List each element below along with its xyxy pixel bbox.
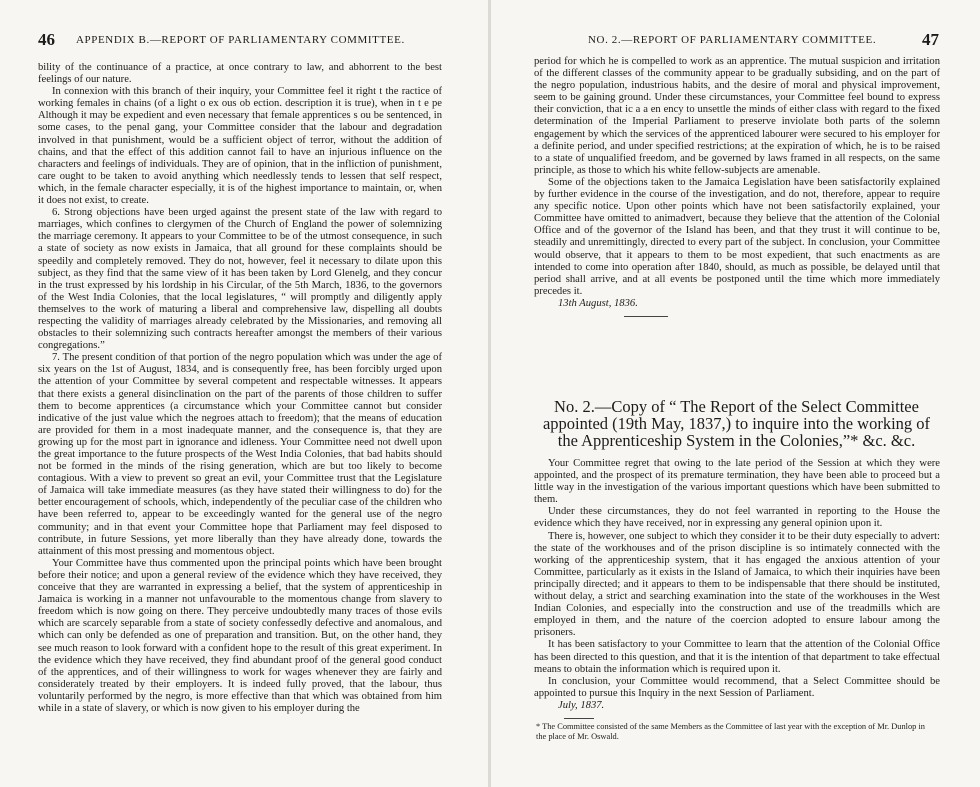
paragraph: In conclusion, your Committee would recommend, that a Select Committee should be appointed to pursue this Inquiry in the next Session of Parliament. <box>534 675 940 699</box>
right-running-head: NO. 2.—REPORT OF PARLIAMENTARY COMMITTEE. <box>588 34 877 46</box>
left-page-number: 46 <box>38 30 55 49</box>
left-running-head: APPENDIX B.—REPORT OF PARLIAMENTARY COMMITTEE. <box>76 34 405 46</box>
right-page-number: 47 <box>922 30 939 49</box>
right-page <box>490 0 980 787</box>
date-line: 13th August, 1836. <box>558 297 638 309</box>
right-body-text <box>534 56 940 317</box>
section-body-text <box>534 458 940 719</box>
paragraph: There is, however, one subject to which they consider it to be their duty especially to advert: the state of the workhouses and of the prison discipline is so intimately connected with the working of the apprenticeship system, that it has engaged the anxious attention of your Committee, particularly as it exists in the Island of Jamaica, to which their inquiries have been principally directed; and it appears to them to be indispensable that there should be instituted, without delay, a strict and searching examination into the state of the workhouses in the West Indian Colonies, and especially into the construction and use of the treadmills which are employed in them, and the nature of the coercion adopted to ensure labour among the prisoners. <box>534 530 940 639</box>
paragraph: Some of the objections taken to the Jamaica Legislation have been satisfactorily explained by further evidence in the course of the investigation, and do not, therefore, appear to require any specific notice. Upon other points which have not been satisfactorily explained, your Committee have omitted to animadvert, because they believe that the attention of the Colonial Office and of the governor of the Island has been, and that they trust it will continue to be, steadily and unremittingly, directed to every part of the subject. In conclusion, your Committee would observe, that it appears to them to be most expedient, that such enactments as are intended to come into operation after 1840, should, as much as possible, be delayed until that period shall arrive, and at all events be postponed until the time which more immediately precedes it. <box>534 176 940 297</box>
section-title: No. 2.—Copy of “ The Report of the Select Committee appointed (19th May, 1837,) to inquire into the working of the Apprenticeship System in the Colonies,”* &c. &c. <box>542 397 931 450</box>
footnote: * The Committee consisted of the same Members as the Committee of last year with the exception of Mr. Dunlop in the place of Mr. Oswald. <box>536 722 925 741</box>
footnote-divider <box>564 718 594 719</box>
paragraph: bility of the continuance of a practice, at once contrary to law, and abhorrent to the best feelings of our nature. <box>38 62 442 86</box>
paragraph: 7. The present condition of that portion of the negro population which was under the age of six years on the 1st of August, 1834, and is consequently free, has been forcibly urged upon the attention of your Committee by several competent and respectable witnesses. It appears that there exists a general disinclination on the part of the parents of those children to suffer them to become apprentices (a circumstance which your Committee cannot but consider indicative of the just value which the negroes attach to freedom); that the means of education are provided for them in a most inadequate manner, and the consequence is, that they are growing up for the most part in ignorance and idleness. Your Committee need not dwell upon the great importance to the future prospects of the West India Colonies, that bad habits should not be formed in the minds of the rising generation, which are but too likely to become contagious. With a view to prevent so great an evil, your Committee trust that the Legislature of Jamaica will take immediate measures (as they have stated their willingness to do) for the better encouragement of schools, which, independently of the peculiar case of the children who have been referred to, appear to be exceedingly wanted for the general use of the negro community; and in that event your Committee hope that Parliament may feel disposed to contribute, in future Sessions, yet more liberally than they have already done, towards the attainment of this most pressing and momentous object. <box>38 352 442 557</box>
paragraph: 6. Strong objections have been urged against the present state of the law with regard to marriages, which confines to clergymen of the Church of England the power of solemnizing the marriage ceremony. It appears to your Committee to be of the utmost consequence, in such a state of society as now exists in Jamaica, that all ground for these complaints should be speedily and completely removed. They do not, however, feel it necessary to dilate upon this subject, as they find that the same view of it has been taken by Lord Glenelg, and they concur in the trust expressed by his lordship in his Circular, of the 5th March, 1836, to the governors of the West India Colonies, that the local legislatures, “ will promptly and diligently apply themselves to the work of maturing a liberal and comprehensive law, dispelling all doubts respecting the validity of marriages already celebrated by the Missionaries, and removing all obstacles to their solemnizing such contracts hereafter amongst the members of their various congregations.” <box>38 207 442 352</box>
left-body-text <box>38 62 442 715</box>
paragraph: period for which he is compelled to work as an apprentice. The mutual suspicion and irritation of the different classes of the community appear to be gradually subsiding, and on the part of the negro population, industrious habits, and the desire of moral and physical improvement, seem to be gaining ground. Under these circumstances, your Committee feel bound to express their conviction, that ic a a en ency to unsettle the minds of either class with regard to the fixed determination of the Imperial Parliament to preserve inviolate both parts of the solemn engagement by which the services of the apprenticed labourer were secured to his employer for a definite period, and under specified restrictions; at the expiration of which, he is to be raised to a state of unqualified freedom, and be governed by laws framed in all respects, on the same principle, as those to which his white fellow-subjects are amenable. <box>534 56 940 176</box>
paragraph: Under these circumstances, they do not feel warranted in reporting to the House the evidence which they have received, nor in expressing any general opinion upon it. <box>534 506 940 530</box>
section-divider <box>624 316 668 317</box>
paragraph: In connexion with this branch of their inquiry, your Committee feel it right t the ractice of working females in chains (of a light o ex ous ob ection. description it is true), when in t e pe Although it may be expedient and even necessary that female apprentices s ou be sentenced, in some cases, to the penal gang, your Committee consider that the labour and degradation involved in that punishment, would be a sufficient object of terror, without the addition of chains, and that the effect of this addition cannot fail to have an injurious influence on the characters and feelings of individuals. They are of opinion, that in the infliction of punishment, care ought to be taken to avoid anything which needlessly tends to lessen that self respect, which, in the female character especially, it is of the highest importance to maintain, or, when it does not exist, to create. <box>38 86 442 207</box>
date-line: July, 1837. <box>558 699 605 711</box>
paragraph: Your Committee have thus commented upon the principal points which have been brought before their notice; and upon a general review of the evidence which they have received, they conceive that they are warranted in expressing a belief, that the system of apprenticeship in Jamaica is working in a manner not unfavourable to the momentous change from slavery to freedom which is now going on there. They perceive undoubtedly many traces of those evils which are scarcely separable from a state of society confessedly defective and anomalous, and which can only be defended as one of preparation and transition. But, on the other hand, they see much reason to look forward with a confident hope to the result of this great experiment. In the evidence which they have received, they find abundant proof of the general good conduct of the apprentices, and of their willingness to work for wages whenever they are fairly and considerately treated by their employers. It is indeed fully proved, that the labour, thus voluntarily performed by the negro, is more effective than that which was obtained from him while in a state of slavery, or which is now given to his employer during the <box>38 557 442 714</box>
paragraph: Your Committee regret that owing to the late period of the Session at which they were appointed, and the prospect of its premature termination, they have been able to proceed but a little way in the investigation of the various important questions which have been submitted to them. <box>534 458 940 506</box>
paragraph: It has been satisfactory to your Committee to learn that the attention of the Colonial Office has been directed to this question, and that it is the intention of that department to take effectual means to obtain the information which is required upon it. <box>534 639 940 675</box>
